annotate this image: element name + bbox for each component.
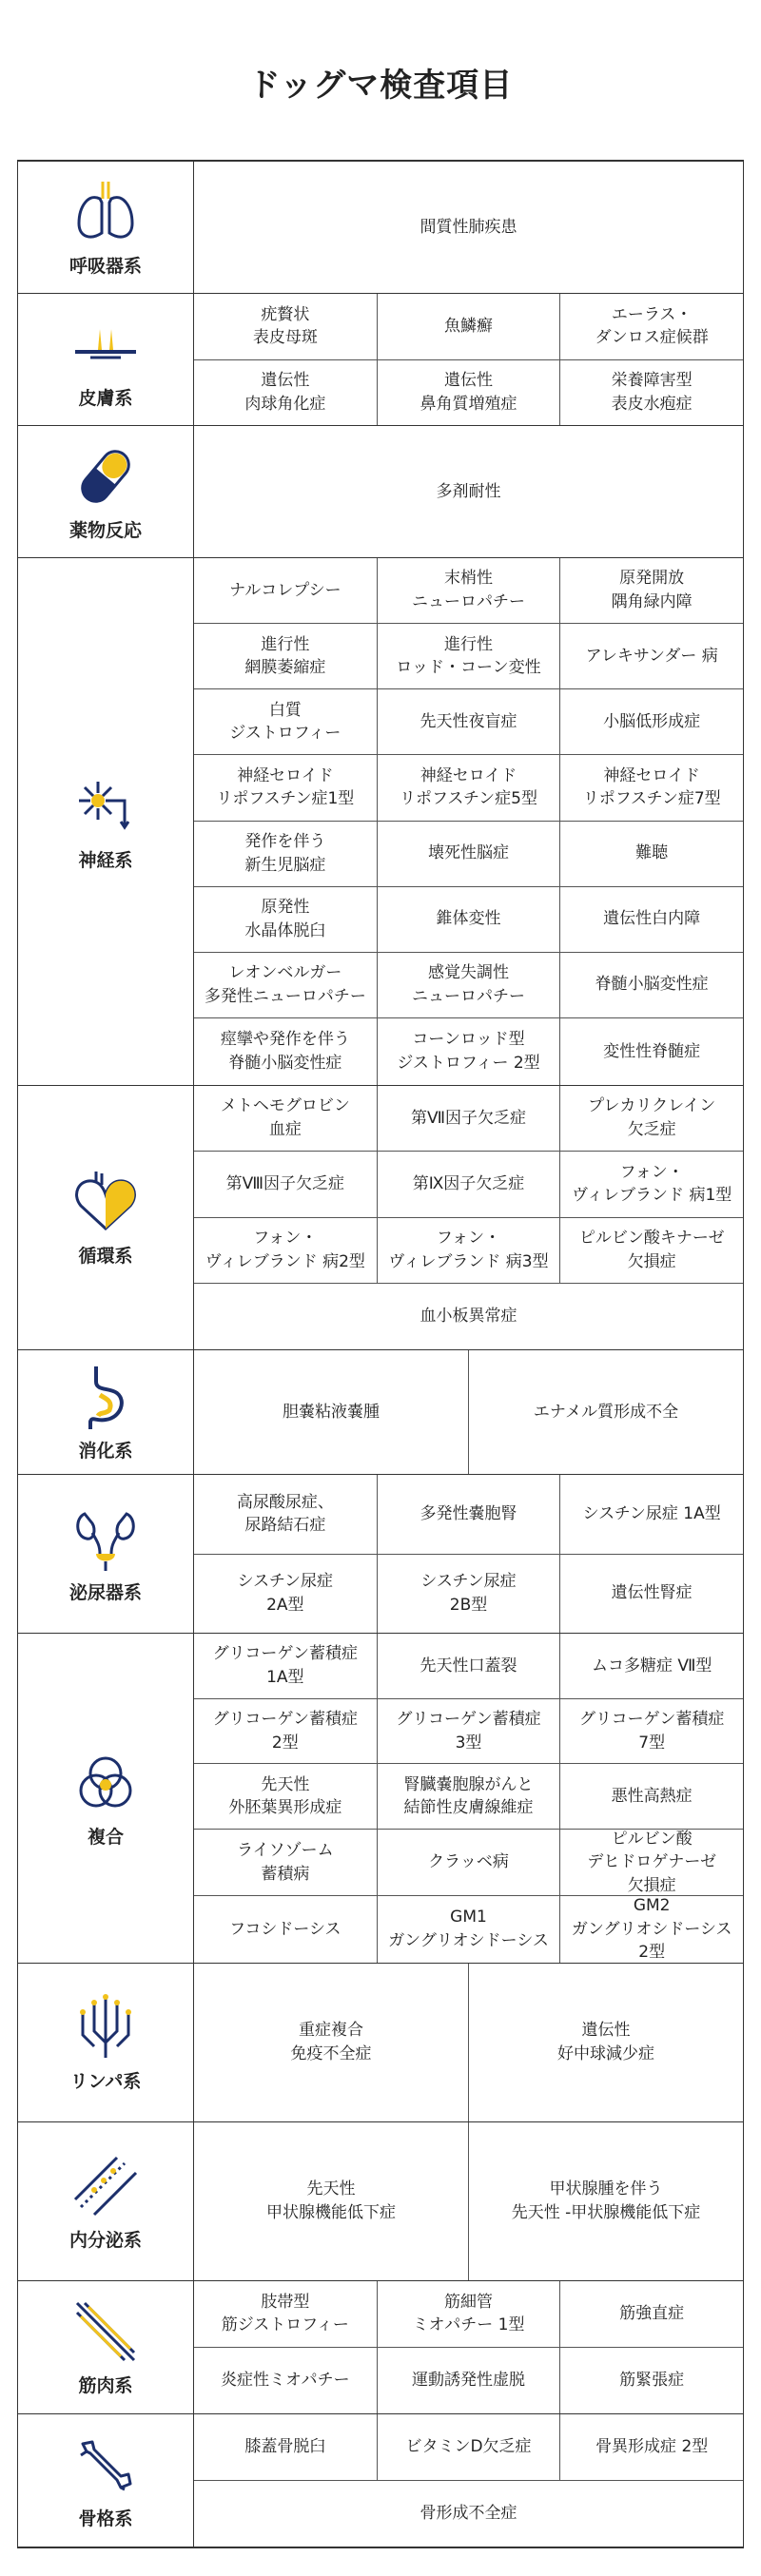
test-item: フコシドーシス	[194, 1896, 378, 1963]
test-item: 胆嚢粘液嚢腫	[194, 1350, 469, 1474]
test-item: 原発性 水晶体脱臼	[194, 887, 378, 952]
test-item: 栄養障害型 表皮水疱症	[611, 371, 693, 414]
item-row	[194, 953, 743, 1018]
test-item: 多剤耐性	[436, 481, 501, 501]
test-item: シスチン尿症 1A型	[582, 1503, 721, 1523]
test-item: プレカリクレイン 欠乏症	[588, 1096, 716, 1140]
item-row	[194, 1964, 743, 2121]
test-item: 筋強直症	[619, 2303, 685, 2323]
category-label: リンパ系	[69, 2070, 142, 2092]
test-item: 第Ⅶ因子欠乏症	[378, 1086, 561, 1151]
item-row	[194, 689, 743, 755]
test-item: 筋緊張症	[619, 2370, 685, 2390]
test-item: 先天性夜盲症	[378, 689, 561, 754]
category-cell	[17, 2122, 194, 2280]
test-item: エナメル質形成不全	[533, 1402, 679, 1422]
test-item: 骨異形成症 2型	[595, 2436, 709, 2456]
item-row	[194, 1218, 743, 1284]
test-items	[194, 1964, 744, 2121]
test-item: クラッベ病	[378, 1830, 561, 1895]
category-label: 内分泌系	[68, 2229, 142, 2251]
item-row	[194, 1152, 743, 1217]
item-row	[194, 1830, 743, 1896]
test-item: ビタミンD欠乏症	[378, 2414, 561, 2480]
category-cell	[17, 2281, 194, 2413]
test-item: 進行性 ロッド・コーン変性	[378, 624, 561, 688]
test-item: 遺伝性 鼻角質増殖症	[378, 360, 561, 426]
test-item: 先天性 外胚葉異形成症	[194, 1764, 378, 1829]
test-item: 感覚失調性 ニューロパチー	[378, 953, 561, 1017]
category-row	[17, 558, 744, 1086]
item-row	[194, 2414, 743, 2481]
test-items	[194, 1475, 744, 1633]
category-label: 呼吸器系	[68, 255, 142, 277]
test-item: ピルビン酸 デヒドロゲナーゼ 欠損症	[587, 1829, 717, 1895]
test-item: 間質性肺疾患	[420, 217, 517, 237]
category-cell	[17, 1964, 194, 2121]
test-item: 原発開放 隅角緑内障	[611, 569, 693, 612]
category-cell	[17, 294, 194, 425]
test-items	[194, 2414, 744, 2547]
item-row	[194, 1555, 743, 1634]
test-items	[194, 162, 744, 293]
test-item: ナルコレプシー	[194, 558, 378, 623]
test-item: 運動誘発性虚脱	[378, 2348, 561, 2414]
page-title: ドッグマ検査項目	[247, 67, 514, 105]
test-item: 脊髄小脳変性症	[595, 975, 709, 995]
category-cell	[17, 1475, 194, 1633]
test-item: 第Ⅷ因子欠乏症	[194, 1152, 378, 1216]
category-label: 消化系	[78, 1440, 133, 1462]
item-row	[194, 162, 743, 293]
test-item: 多発性嚢胞腎	[378, 1475, 561, 1554]
test-item: 炎症性ミオパチー	[194, 2348, 378, 2414]
category-cell	[17, 426, 194, 557]
test-item: シスチン尿症 2A型	[194, 1555, 378, 1634]
category-row	[17, 1350, 744, 1475]
test-item: 筋細管 ミオパチー 1型	[378, 2281, 561, 2347]
test-items	[194, 294, 744, 425]
category-label: 循環系	[78, 1246, 133, 1267]
category-row	[17, 294, 744, 426]
test-item: 白質 ジストロフィー	[194, 689, 378, 754]
test-item: シスチン尿症 2B型	[378, 1555, 561, 1634]
category-cell	[17, 1086, 194, 1349]
test-item: 先天性 甲状腺機能低下症	[194, 2122, 469, 2280]
test-item: グリコーゲン蓄積症 1A型	[194, 1634, 378, 1698]
nerve-icon	[71, 772, 140, 841]
item-row	[194, 1896, 743, 1963]
test-item: 変性性脊髄症	[603, 1041, 701, 1061]
test-items	[194, 558, 744, 1085]
test-item: 肢帯型 筋ジストロフィー	[194, 2281, 378, 2347]
test-item: 腎臓嚢胞腺がんと 結節性皮膚線維症	[378, 1764, 561, 1829]
test-items	[194, 1634, 744, 1963]
item-row	[194, 558, 743, 624]
test-items	[194, 2122, 744, 2280]
category-cell	[17, 1350, 194, 1474]
item-row	[194, 755, 743, 821]
test-item: 甲状腺腫を伴う 先天性 -甲状腺機能低下症	[511, 2179, 701, 2222]
test-item: GM1 ガングリオシドーシス	[378, 1896, 561, 1963]
test-item: エーラス・ ダンロス症候群	[595, 304, 709, 348]
category-label: 神経系	[78, 849, 133, 871]
item-row	[194, 1764, 743, 1830]
test-item: 発作を伴う 新生児脳症	[194, 822, 378, 886]
test-item: 難聴	[635, 843, 669, 863]
category-row	[17, 1964, 744, 2122]
item-row	[194, 2481, 743, 2547]
test-item: 遺伝性白内障	[603, 909, 701, 929]
category-label: 複合	[87, 1826, 124, 1848]
test-item: メトヘモグロビン 血症	[194, 1086, 378, 1151]
test-item: グリコーゲン蓄積症 7型	[579, 1709, 725, 1753]
test-item: フォン・ ヴィレブランド 病2型	[194, 1218, 378, 1283]
test-item: 遺伝性 肉球角化症	[194, 360, 378, 426]
test-item: 神経セロイド リポフスチン症1型	[194, 755, 378, 820]
test-item: 末梢性 ニューロパチー	[378, 558, 561, 623]
category-row	[17, 1086, 744, 1350]
item-row	[194, 2281, 743, 2348]
endocrine-icon	[71, 2152, 140, 2220]
item-row	[194, 2122, 743, 2280]
category-label: 薬物反応	[68, 519, 142, 541]
category-row	[17, 1634, 744, 1964]
item-row	[194, 1086, 743, 1152]
item-row	[194, 1018, 743, 1085]
test-item: レオンベルガー 多発性ニューロパチー	[194, 953, 378, 1017]
kidney-icon	[71, 1504, 140, 1573]
category-row	[17, 1475, 744, 1634]
test-item: グリコーゲン蓄積症 3型	[378, 1699, 561, 1764]
category-row	[17, 426, 744, 558]
category-cell	[17, 2414, 194, 2547]
item-row	[194, 294, 743, 360]
test-item: グリコーゲン蓄積症 2型	[194, 1699, 378, 1764]
test-items	[194, 1086, 744, 1349]
category-row	[17, 162, 744, 294]
item-row	[194, 1634, 743, 1699]
category-label: 泌尿器系	[68, 1581, 142, 1603]
item-row	[194, 1699, 743, 1765]
item-row	[194, 360, 743, 426]
test-item: コーンロッド型 ジストロフィー 2型	[378, 1018, 561, 1085]
test-item: 魚鱗癬	[378, 294, 561, 359]
test-item: 骨形成不全症	[420, 2503, 517, 2523]
test-item: 膝蓋骨脱臼	[194, 2414, 378, 2480]
test-item: 痙攣や発作を伴う 脊髄小脳変性症	[194, 1018, 378, 1085]
item-row	[194, 1475, 743, 1555]
test-item: 血小板異常症	[420, 1307, 517, 1327]
item-row	[194, 624, 743, 689]
test-item: ムコ多糖症 Ⅶ型	[591, 1656, 712, 1675]
test-item: GM2 ガングリオシドーシス 2型	[571, 1896, 732, 1963]
test-item: フォン・ ヴィレブランド 病1型	[572, 1162, 732, 1206]
category-label: 筋肉系	[78, 2375, 133, 2396]
test-items	[194, 426, 744, 557]
category-cell	[17, 558, 194, 1085]
item-row	[194, 1350, 743, 1474]
lymph-icon	[71, 1993, 140, 2062]
item-row	[194, 822, 743, 887]
category-label: 骨格系	[78, 2508, 133, 2529]
test-item: ライソゾーム 蓄積病	[194, 1830, 378, 1895]
category-row	[17, 2281, 744, 2414]
test-item-table	[17, 160, 744, 2548]
pill-icon	[71, 442, 140, 511]
category-row	[17, 2122, 744, 2281]
stomach-icon	[71, 1363, 140, 1431]
category-cell	[17, 162, 194, 293]
test-item: 悪性高熱症	[611, 1786, 693, 1806]
test-item: フォン・ ヴィレブランド 病3型	[378, 1218, 561, 1283]
test-item: 壊死性脳症	[378, 822, 561, 886]
item-row	[194, 426, 743, 557]
test-item: 疣贅状 表皮母斑	[194, 294, 378, 359]
test-item: 進行性 網膜萎縮症	[194, 624, 378, 688]
test-item: 神経セロイド リポフスチン症5型	[378, 755, 561, 820]
skin-icon	[71, 310, 140, 378]
bone-icon	[71, 2431, 140, 2499]
test-item: 先天性口蓋裂	[378, 1634, 561, 1698]
heart-icon	[71, 1168, 140, 1236]
category-row	[17, 2414, 744, 2547]
test-item: 神経セロイド リポフスチン症7型	[582, 765, 721, 809]
test-item: 重症複合 免疫不全症	[194, 1964, 469, 2121]
test-item: 高尿酸尿症、 尿路結石症	[194, 1475, 378, 1554]
test-item: 錐体変性	[378, 887, 561, 952]
category-label: 皮膚系	[78, 387, 133, 409]
item-row	[194, 887, 743, 953]
test-item: ピルビン酸キナーゼ 欠損症	[578, 1228, 725, 1271]
category-cell	[17, 1634, 194, 1963]
test-items	[194, 1350, 744, 1474]
test-item: アレキサンダー 病	[585, 646, 718, 666]
lungs-icon	[71, 178, 140, 246]
test-item: 遺伝性 好中球減少症	[557, 2021, 654, 2063]
test-item: 小脳低形成症	[603, 711, 701, 731]
test-item: 遺伝性腎症	[611, 1583, 693, 1603]
complex-icon	[71, 1749, 140, 1817]
item-row	[194, 1284, 743, 1349]
item-row	[194, 2348, 743, 2414]
muscle-icon	[71, 2297, 140, 2366]
test-item: 第Ⅸ因子欠乏症	[378, 1152, 561, 1216]
test-items	[194, 2281, 744, 2413]
